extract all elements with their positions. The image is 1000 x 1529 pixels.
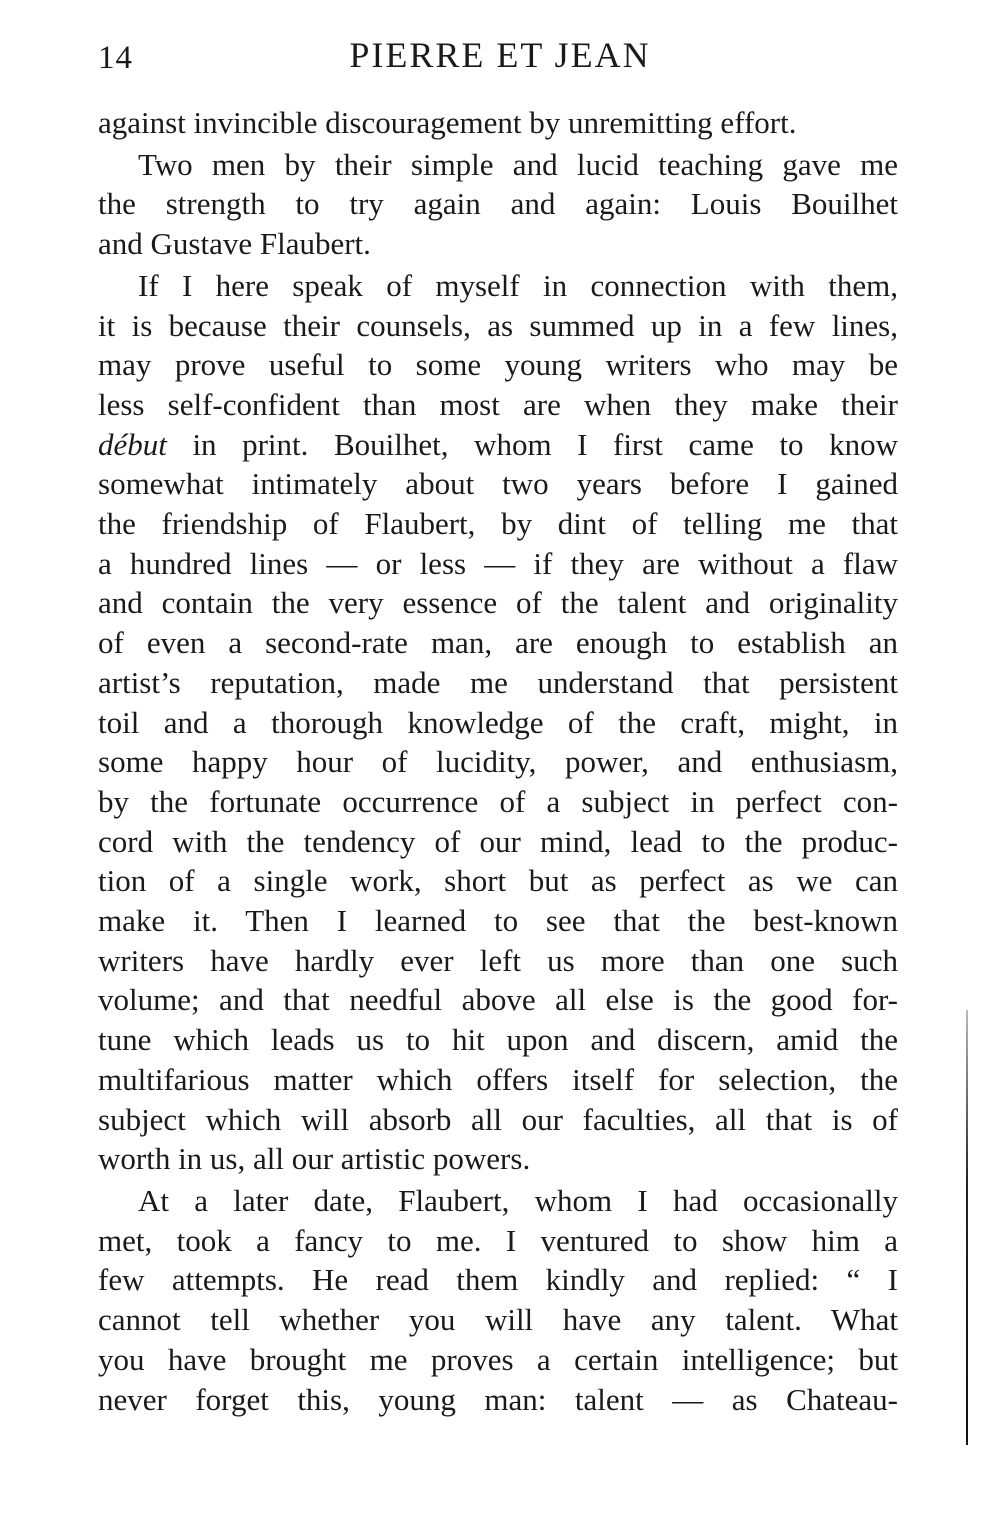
text-line: some happy hour of lucidity, power, and enthusiasm, — [98, 744, 898, 780]
text-line: Two men by their simple and lucid teaching gave me — [138, 146, 898, 182]
text-line: tion of a single work, short but as perfect as we can — [98, 863, 898, 899]
text-line: make it. Then I learned to see that the best-known — [98, 903, 898, 939]
text-line: If I here speak of myself in connection with them, — [138, 267, 898, 303]
text-line: toil and a thorough knowledge of the craft, might, in — [98, 704, 898, 740]
page-edge-line — [966, 1010, 968, 1445]
text-line: the strength to try again and again: Louis Bouilhet — [98, 186, 898, 222]
italic-word: début — [98, 426, 167, 462]
text-line — [98, 425, 898, 465]
text-line: against invincible discouragement by unremitting effort. — [98, 105, 797, 140]
text-line: multifarious matter which offers itself for selection, the — [98, 1061, 898, 1097]
text-line: of even a second-rate man, are enough to establish an — [98, 625, 898, 661]
text-line: artist’s reputation, made me understand that persistent — [98, 664, 898, 700]
text-line: somewhat intimately about two years before I gained — [98, 466, 898, 502]
text-line: a hundred lines — or less — if they are without a flaw — [98, 545, 898, 581]
running-title: PIERRE ET JEAN — [349, 35, 651, 75]
text-line: met, took a fancy to me. I ventured to show him a — [98, 1222, 898, 1258]
text-line: few attempts. He read them kindly and replied: “ I — [98, 1262, 898, 1298]
text-line: and contain the very essence of the talent and originality — [98, 585, 898, 621]
text-line: cannot tell whether you will have any talent. What — [98, 1302, 898, 1338]
text-line: tune which leads us to hit upon and discern, amid the — [98, 1022, 898, 1058]
text-line: the friendship of Flaubert, by dint of telling me that — [98, 506, 898, 542]
text-line: At a later date, Flaubert, whom I had occasionally — [138, 1182, 898, 1218]
body-text — [98, 103, 898, 1419]
text-segment: in print. Bouilhet, whom I first came to know — [192, 426, 898, 462]
text-line: and Gustave Flaubert. — [98, 226, 371, 262]
text-line: writers have hardly ever left us more than one such — [98, 942, 898, 978]
text-line: never forget this, young man: talent — as Chateau- — [98, 1381, 898, 1417]
text-line: may prove useful to some young writers who may be — [98, 347, 898, 383]
text-line: less self-confident than most are when they make their — [98, 386, 898, 422]
text-line: cord with the tendency of our mind, lead to the produc- — [98, 823, 898, 859]
text-line: by the fortunate occurrence of a subject in perfect con- — [98, 783, 898, 819]
page-number: 14 — [98, 40, 133, 76]
text-line: worth in us, all our artistic powers. — [98, 1141, 531, 1177]
text-line: volume; and that needful above all else is the good for- — [98, 982, 898, 1018]
text-line: it is because their counsels, as summed up in a few lines, — [98, 307, 898, 343]
text-line: subject which will absorb all our faculties, all that is of — [98, 1101, 898, 1137]
text-line: you have brought me proves a certain intelligence; but — [98, 1341, 898, 1377]
